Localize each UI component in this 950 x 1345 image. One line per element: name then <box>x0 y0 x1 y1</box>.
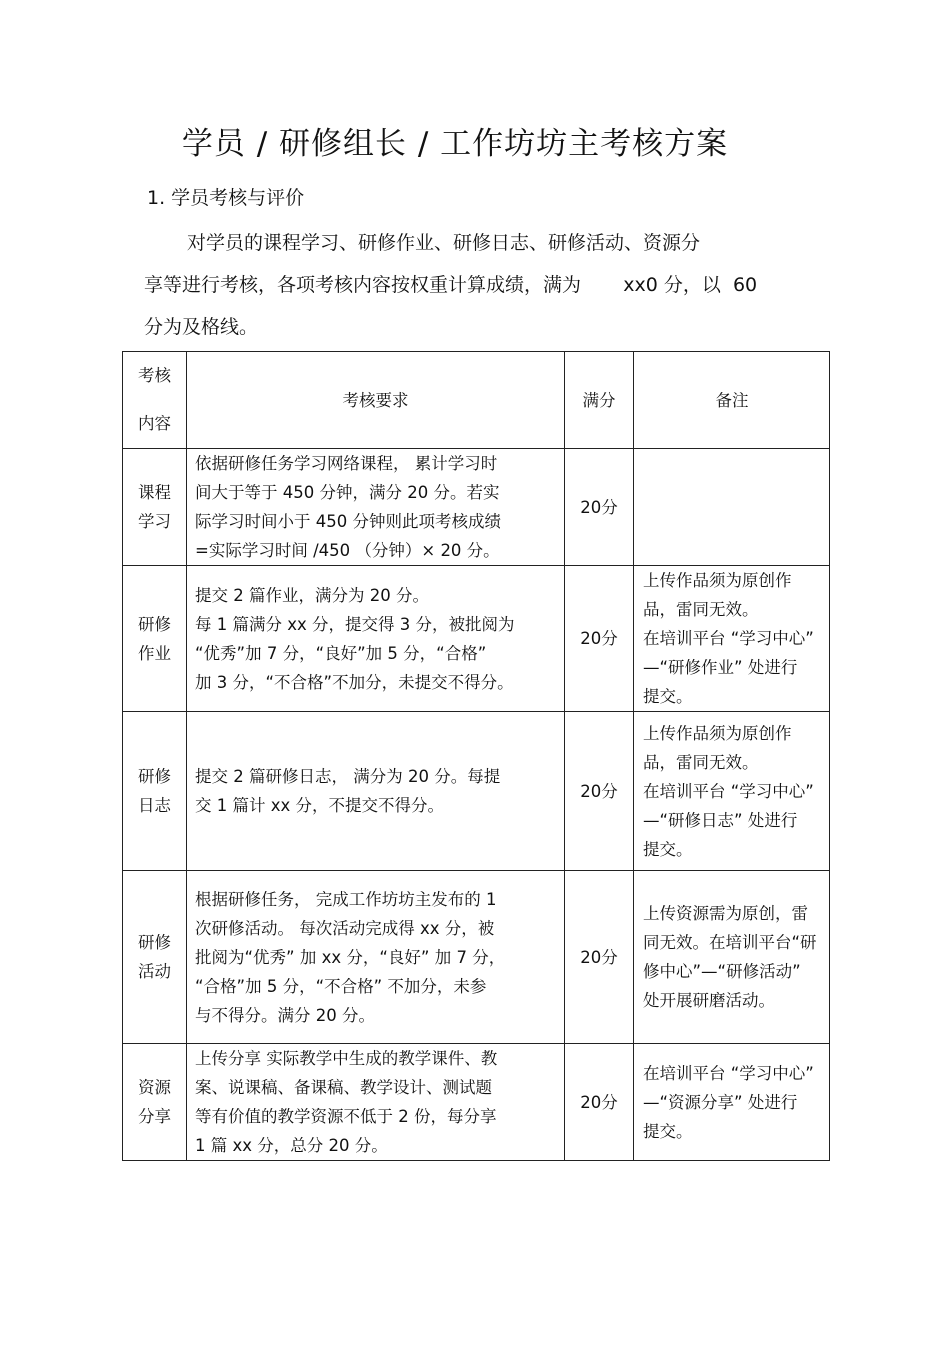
row-requirement-line: 1 篇 xx 分，总分 20 分。 <box>195 1136 388 1155</box>
row-requirement-line: 批阅为“优秀” 加 xx 分，“良好” 加 7 分， <box>195 947 506 967</box>
row-note-line: 处开展研磨活动。 <box>643 991 775 1010</box>
table-row <box>123 712 830 871</box>
header-score: 满分 <box>565 352 634 449</box>
table-header-row <box>123 352 830 449</box>
row-content <box>123 1044 187 1161</box>
row-note-line: 提交。 <box>643 1121 693 1141</box>
row-requirement <box>187 449 565 566</box>
row-note-line: 在培训平台 “学习中心” <box>643 629 814 648</box>
row-content-line: 研修 <box>138 614 171 634</box>
row-content <box>123 871 187 1044</box>
row-note-line: 品，雷同无效。 <box>643 600 759 619</box>
row-requirement-line: 依据研修任务学习网络课程， 累计学习时 <box>195 454 498 473</box>
intro-paragraph-line-3: 分为及格线。 <box>144 316 259 338</box>
row-note-line: —“资源分享” 处进行 <box>643 1092 798 1112</box>
row-note <box>634 1044 830 1161</box>
row-requirement-line: 等有价值的教学资源不低于 2 份，每分享 <box>195 1107 497 1126</box>
row-note <box>634 871 830 1044</box>
row-note-line: 修中心”—“研修活动” <box>643 962 801 981</box>
row-content-line: 课程 <box>138 483 171 502</box>
row-content-line: 资源 <box>138 1078 171 1097</box>
table-row <box>123 871 830 1044</box>
row-requirement-line: 提交 2 篇研修日志， 满分为 20 分。每提 <box>195 767 501 786</box>
row-score: 20分 <box>565 1044 634 1161</box>
row-score: 20分 <box>565 871 634 1044</box>
row-requirement-line: 根据研修任务， 完成工作坊坊主发布的 1 <box>195 889 497 909</box>
row-content-line: 分享 <box>138 1107 171 1126</box>
row-note-line: 上传作品须为原创作 <box>643 571 792 590</box>
row-requirement-line: =实际学习时间 /450 （分钟）× 20 分。 <box>195 541 500 560</box>
row-requirement-line: 案、说课稿、备课稿、教学设计、测试题 <box>195 1078 492 1097</box>
row-content-line: 学习 <box>138 512 171 531</box>
row-note <box>634 712 830 871</box>
row-requirement-line: 次研修活动。 每次活动完成得 xx 分，被 <box>195 918 495 938</box>
row-note-line: 同无效。在培训平台“研 <box>643 933 817 952</box>
row-requirement-line: 每 1 篇满分 xx 分，提交得 3 分，被批阅为 <box>195 614 515 634</box>
row-note-line: —“研修作业” 处进行 <box>643 658 798 677</box>
row-content-line: 研修 <box>138 767 171 786</box>
row-score: 20分 <box>565 566 634 712</box>
row-content <box>123 449 187 566</box>
row-content <box>123 566 187 712</box>
row-note-line: 上传资源需为原创，雷 <box>643 904 808 923</box>
row-requirement-line: “合格”加 5 分，“不合格” 不加分，未参 <box>195 976 487 996</box>
table-row <box>123 1044 830 1161</box>
row-note-line: 提交。 <box>643 687 693 706</box>
row-requirement <box>187 1044 565 1161</box>
row-content-line: 日志 <box>138 796 171 815</box>
intro-paragraph-line-1: 对学员的课程学习、研修作业、研修日志、研修活动、资源分 <box>187 232 701 254</box>
section-heading: 1. 学员考核与评价 <box>147 187 305 209</box>
row-note <box>634 449 830 566</box>
row-score: 20分 <box>565 449 634 566</box>
row-content-line: 作业 <box>138 643 171 663</box>
table-row <box>123 566 830 712</box>
intro-paragraph-line-2: 享等进行考核，各项考核内容按权重计算成绩，满为 xx0 分，以 60 <box>144 274 758 296</box>
row-requirement-line: 际学习时间小于 450 分钟则此项考核成绩 <box>195 512 501 531</box>
row-note <box>634 566 830 712</box>
row-note-line: 品，雷同无效。 <box>643 752 759 772</box>
assessment-table <box>122 351 830 1161</box>
header-content: 考核 内容 <box>123 352 187 449</box>
row-note-line: 上传作品须为原创作 <box>643 723 792 743</box>
header-requirement: 考核要求 <box>187 352 565 449</box>
row-note-line: 在培训平台 “学习中心” <box>643 1063 814 1083</box>
row-requirement <box>187 712 565 871</box>
row-requirement-line: 与不得分。满分 20 分。 <box>195 1005 375 1025</box>
row-requirement-line: 间大于等于 450 分钟，满分 20 分。若实 <box>195 483 500 502</box>
row-content-line: 活动 <box>138 962 171 981</box>
row-requirement-line: “优秀”加 7 分，“良好”加 5 分，“合格” <box>195 643 487 663</box>
table-row <box>123 449 830 566</box>
page-title: 学员 / 研修组长 / 工作坊坊主考核方案 <box>181 126 729 162</box>
row-note-line: 在培训平台 “学习中心” <box>643 781 814 801</box>
row-content-line: 研修 <box>138 933 171 952</box>
row-requirement-line: 交 1 篇计 xx 分，不提交不得分。 <box>195 796 445 815</box>
row-note-line: —“研修日志” 处进行 <box>643 810 798 830</box>
row-score: 20分 <box>565 712 634 871</box>
row-content <box>123 712 187 871</box>
header-note: 备注 <box>634 352 830 449</box>
row-requirement-line: 加 3 分，“不合格”不加分，未提交不得分。 <box>195 672 514 692</box>
row-requirement <box>187 871 565 1044</box>
row-note-line: 提交。 <box>643 839 693 859</box>
row-requirement-line: 提交 2 篇作业，满分为 20 分。 <box>195 585 429 605</box>
row-requirement <box>187 566 565 712</box>
row-requirement-line: 上传分享 实际教学中生成的教学课件、教 <box>195 1049 498 1068</box>
